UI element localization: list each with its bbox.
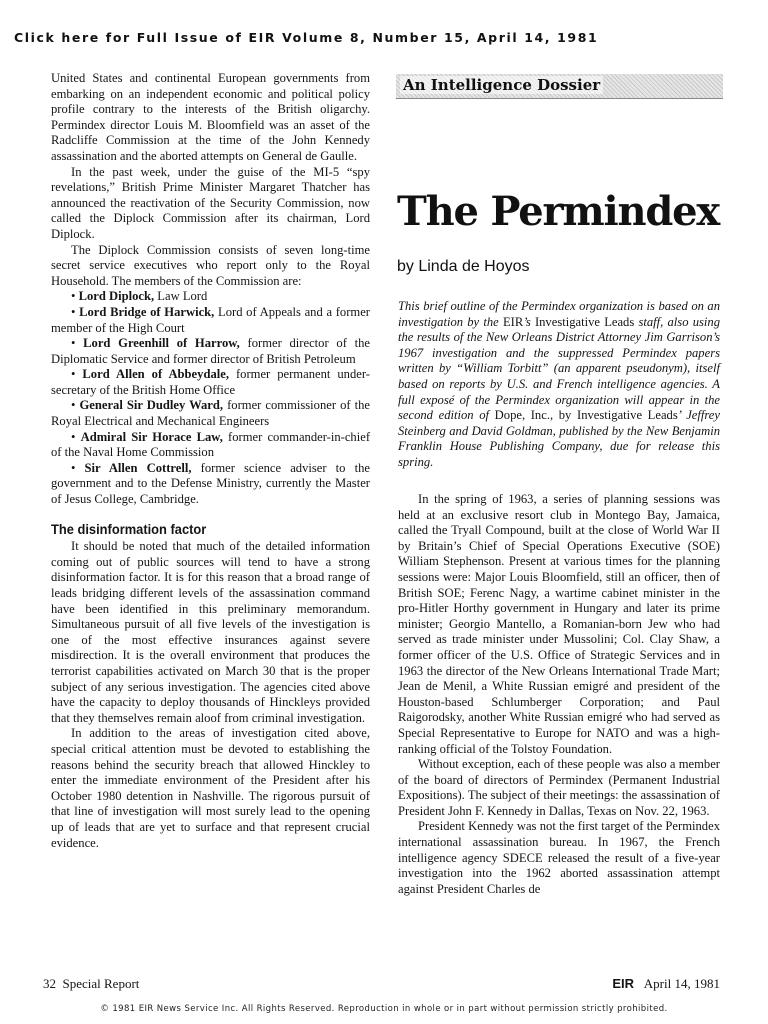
commission-member: • Lord Diplock, Law Lord: [71, 289, 208, 304]
member-name: Lord Bridge of Harwick,: [79, 304, 215, 319]
commission-member: • Admiral Sir Horace Law, former commander-in-chief of the Naval Home Commission: [51, 429, 371, 460]
commission-member: • Lord Bridge of Harwick, Lord of Appeals and a former member of the High Court: [51, 304, 370, 335]
paragraph: Without exception, each of these people was also a member of the board of directors of Permindex (Permanent Industrial Expositions). The subject of their meetings: the assassination of President John F. Kennedy in Dallas, Texas on Nov. 22, 1963.: [398, 757, 720, 818]
intro-text: ’ Jeffrey Steinberg and David Goldman, published by the New Benjamin Franklin House Publishing Company, due for release this spring.: [398, 408, 720, 469]
paragraph: President Kennedy was not the first target of the Permindex international assassination bureau. In 1967, the French intelligence agency SDECE released the result of a five-year investigation into the 1962 aborted assassination attempt against President Charles de: [398, 819, 720, 896]
paragraph: It should be noted that much of the detailed information coming out of public sources will tend to have a strong disinformation factor. It is for this reason that a broad range of leads bridging different levels of the assassination command have been identified in this preliminary memorandum. Simultaneous pursuit of all five levels of the investigation is one of the most effective insurances against severe misdirection. It is the overall environment that produces the terrorist capabilities activated on March 30 that is the proper subject of any serious investigation. The agencies cited above have the capacity to deploy thousands of Hinckleys provided that they themselves remain aloof from criminal investigation.: [51, 539, 370, 725]
publication-name: EIR: [612, 976, 635, 991]
paragraph: The Diplock Commission consists of seven long-time secret service executives who report only to the Royal Household. The members of the Commission are:: [51, 242, 370, 288]
left-column: [51, 71, 370, 851]
issue-date: April 14, 1981: [643, 976, 720, 991]
intro-text: Dope, Inc.,: [494, 408, 554, 423]
member-desc: Law Lord: [154, 289, 208, 304]
paragraph: In the spring of 1963, a series of planning sessions was held at an exclusive resort club in Montego Bay, Jamaica, called the Tryall Compound, built at the close of World War II by Britain’s Chief of Special Operations Executive (SOE) William Stephenson. Present at various times for the planning sessions were: Major Louis Bloomfield, still an officer, then of British SOE; Ferenc Nagy, a wartime cabinet minister in the pro-Hitler Horthy government in Hungary and later its prime minister; Georgio Mantello, a Romanian-born Jew who had served as trade minister under Mussolini; Col. Clay Shaw, a former officer of the U.S. Office of Strategic Services and in 1963 the director of the New Orleans International Trade Mart; Jean de Menil, a White Russian emigré and president of the Houston-based Schlumberger Corporation; and Paul Raigorodsky, another White Russian emigré who had served as Special Representative to Europe for NATO and was a high-ranking official of the Tolstoy Foundation.: [398, 492, 720, 756]
page-footer-right: [612, 976, 720, 992]
paragraph: United States and continental European governments from embarking on an independent economic and political policy profile contrary to the interests of the British oligarchy. Permindex director Louis M. Bloomfield was an asset of the Radcliffe Commission at the time of the John Kennedy assassination and the aborted attempts on General de Gaulle.: [51, 71, 370, 163]
member-name: General Sir Dudley Ward,: [79, 398, 224, 413]
intro-paragraph: [398, 299, 720, 471]
commission-member: • General Sir Dudley Ward, former commissioner of the Royal Electrical and Mechanical Engineers: [51, 398, 371, 429]
dossier-label: An Intelligence Dossier: [400, 76, 603, 94]
member-desc: former commander-in-chief of the Naval Home Commission: [51, 429, 371, 460]
intro-text: Investigative Leads: [534, 314, 635, 329]
intro-text: This brief outline of the Permindex organization is based on an investigation by the: [398, 299, 720, 329]
member-desc: former permanent under-secretary of the British Home Office: [51, 367, 370, 397]
article-headline: The Permindex: [397, 188, 720, 235]
page-footer-left: [43, 976, 139, 992]
intro-text: staff, also using the results of the New Orleans District Attorney Jim Garrison’s 1967 investigation and the suppressed Permindex papers written by “William Torbitt” (an apparent pseudonym), itself based on reports by U.S. and French intelligence agencies. A full exposé of the Permindex organization will appear in the second edition of: [398, 314, 721, 423]
member-name: Lord Allen of Abbeydale,: [82, 367, 229, 382]
copyright-notice: © 1981 EIR News Service Inc. All Rights Reserved. Reproduction in whole or in part without permission strictly prohibited.: [100, 1004, 668, 1014]
paragraph: In the past week, under the guise of the MI-5 “spy revelations,” British Prime Minister Margaret Thatcher has announced the reactivation of the Security Commission, now called the Diplock Commission after its chairman, Lord Diplock.: [51, 164, 370, 241]
commission-member: • Lord Greenhill of Harrow, former director of the Diplomatic Service and former director of British Petroleum: [51, 336, 370, 366]
page-number: 32: [43, 976, 56, 991]
section-heading: The disinformation factor: [51, 520, 207, 537]
byline: by Linda de Hoyos: [397, 258, 530, 275]
commission-member: • Lord Allen of Abbeydale, former permanent under-secretary of the British Home Office: [51, 367, 370, 397]
intro-text: by: [553, 408, 577, 423]
member-name: Lord Greenhill of Harrow,: [83, 336, 240, 351]
dossier-banner: [396, 74, 723, 99]
member-name: Admiral Sir Horace Law,: [80, 429, 223, 444]
member-desc: former science adviser to the government and to the Defense Ministry, currently the Master of Jesus College, Cambridge.: [51, 460, 370, 507]
full-issue-link[interactable]: Click here for Full Issue of EIR Volume 8, Number 15, April 14, 1981: [14, 30, 599, 45]
member-desc: former director of the Diplomatic Service and former director of British Petroleum: [51, 336, 370, 366]
member-desc: Lord of Appeals and a former member of the High Court: [51, 304, 370, 335]
right-column-body: [398, 492, 720, 897]
intro-text: EIR: [502, 314, 524, 329]
member-name: Sir Allen Cottrell,: [84, 460, 192, 475]
member-name: Lord Diplock,: [78, 289, 155, 304]
member-desc: former commissioner of the Royal Electrical and Mechanical Engineers: [51, 398, 371, 429]
intro-text: ’s: [523, 314, 535, 329]
intro-text: Investigative Leads: [577, 408, 678, 423]
section-name: Special Report: [62, 976, 140, 991]
commission-member: • Sir Allen Cottrell, former science adviser to the government and to the Defense Ministry, currently the Master of Jesus College, Cambridge.: [51, 460, 370, 507]
paragraph: In addition to the areas of investigation cited above, special critical attention must be devoted to establishing the reasons behind the security breach that allowed Hinckley to enter the immediate environment of the President after his October 1980 detention in Nashville. The rigorous pursuit of that line of investigation will most surely lead to the opening up of leads that are yet to surface and that represent crucial evidence.: [51, 726, 370, 850]
